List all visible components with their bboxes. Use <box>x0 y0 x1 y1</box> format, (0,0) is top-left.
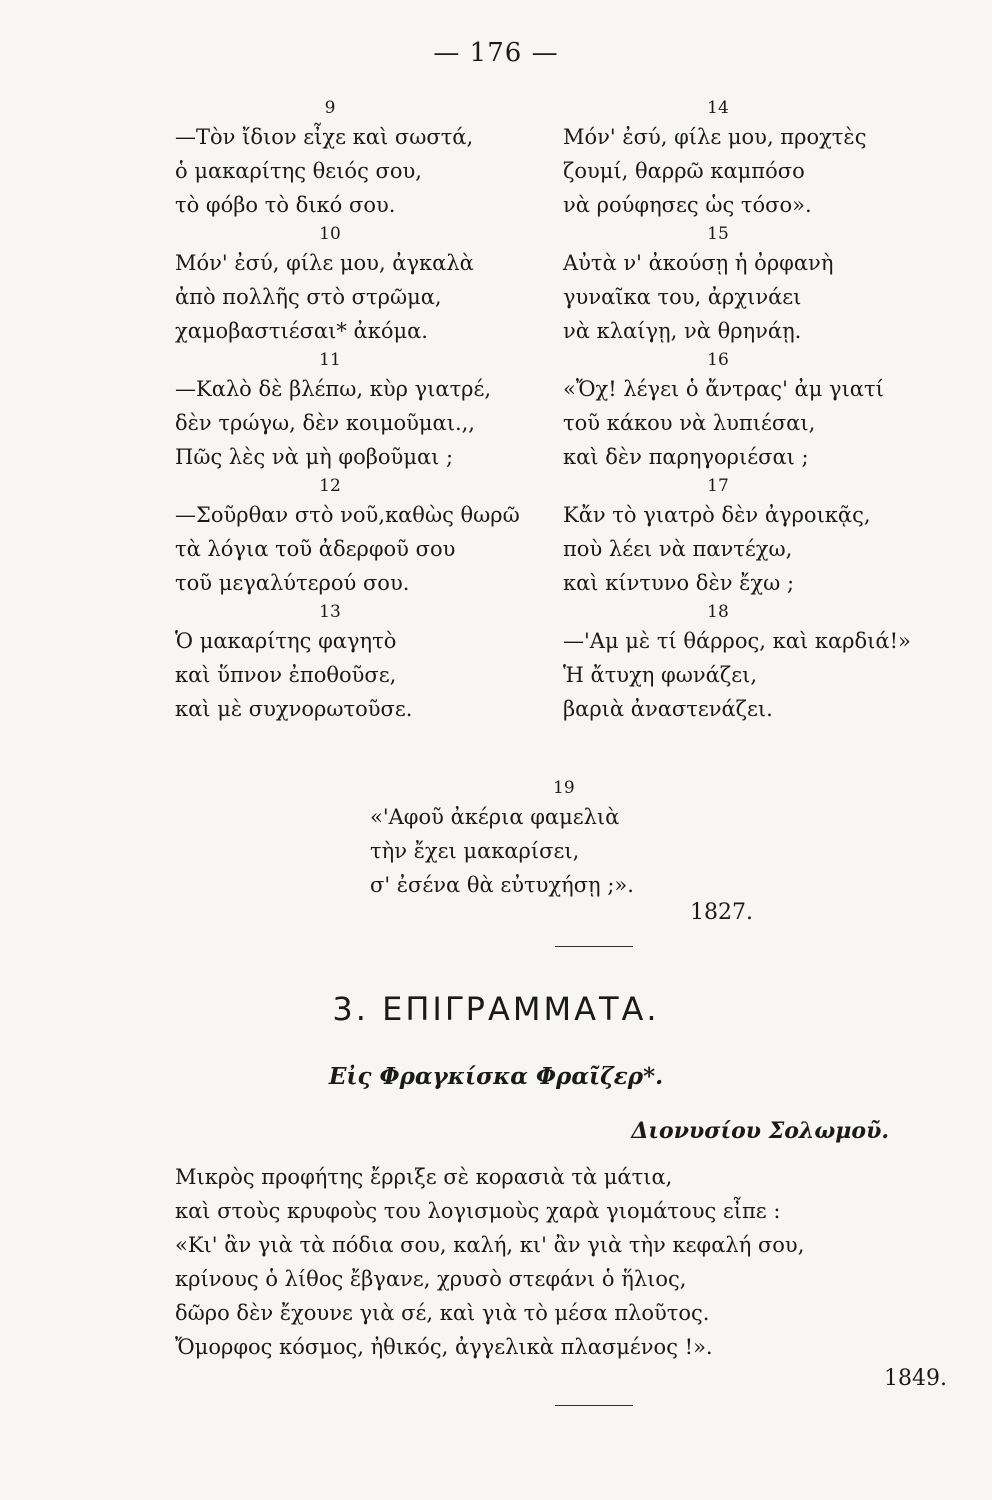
verse-line: βαριὰ ἀναστενάζει. <box>563 697 773 721</box>
verse-line: —Τὸν ἴδιον εἶχε καὶ σωστά, <box>175 125 474 149</box>
stanza <box>175 348 595 474</box>
stanza-number: 14 <box>707 98 729 118</box>
verse-line: Πῶς λὲς νὰ μὴ φοβοῦμαι ; <box>175 445 454 469</box>
verse-line: καὶ μὲ συχνορωτοῦσε. <box>175 697 413 721</box>
verse-line: —Καλὸ δὲ βλέπω, κὺρ γιατρέ, <box>175 377 492 401</box>
stanza <box>563 348 983 474</box>
epigram-line: Μικρὸς προφήτης ἔρριξε σὲ κορασιὰ τὰ μάτια, <box>175 1165 673 1189</box>
epigram-line: «Κι' ἂν γιὰ τὰ πόδια σου, καλή, κι' ἂν γιὰ τὴν κεφαλή σου, <box>175 1233 805 1257</box>
stanza-number: 17 <box>707 476 729 496</box>
stanza <box>563 600 983 726</box>
verse-line: τὸ φόβο τὸ δικό σου. <box>175 193 396 217</box>
stanza-number: 19 <box>553 778 575 798</box>
verse-line: «Ὄχ! λέγει ὁ ἄντρας' ἀμ γιατί <box>563 377 884 401</box>
epigram-line: καὶ στοὺς κρυφοὺς του λογισμοὺς χαρὰ γιομάτους εἶπε : <box>175 1199 781 1223</box>
verse-line: καὶ κίντυνο δὲν ἔχω ; <box>563 571 795 595</box>
epigram-text <box>175 1160 915 1364</box>
verse-line: τὴν ἔχει μακαρίσει, <box>370 839 580 863</box>
verse-line: σ' ἐσένα θὰ εὐτυχήσῃ ;». <box>370 873 634 897</box>
verse-line: —'Αμ μὲ τί θάρρος, καὶ καρδιά!» <box>563 629 911 653</box>
verse-line: νὰ κλαίγῃ, νὰ θρηνάῃ. <box>563 319 802 343</box>
verse-line: ποὺ λέει νὰ παντέχω, <box>563 537 793 561</box>
verse-line: ἀπὸ πολλῆς στὸ στρῶμα, <box>175 285 442 309</box>
verse-line: ζουμί, θαρρῶ καμπόσο <box>563 159 805 183</box>
section-heading: 3. ΕΠΙΓΡΑΜΜΑΤΑ. <box>332 990 660 1028</box>
verse-line: τὰ λόγια τοῦ ἀδερφοῦ σου <box>175 537 456 561</box>
stanza <box>563 222 983 348</box>
verse-line: Μόν' ἐσύ, φίλε μου, προχτὲς <box>563 125 867 149</box>
stanza-number: 13 <box>319 602 341 622</box>
verse-line: τοῦ κάκου νὰ λυπιέσαι, <box>563 411 816 435</box>
stanza-number: 18 <box>707 602 729 622</box>
poem-year: 1827. <box>690 900 753 925</box>
verse-line: καὶ δὲν παρηγοριέσαι ; <box>563 445 809 469</box>
divider <box>555 1405 633 1406</box>
stanza-number: 9 <box>324 98 336 118</box>
verse-line: Ἡ ἄτυχη φωνάζει, <box>563 663 758 687</box>
epigram-line: δῶρο δὲν ἔχουνε γιὰ σέ, καὶ γιὰ τὸ μέσα πλοῦτος. <box>175 1301 710 1325</box>
stanza <box>175 96 595 222</box>
page-number: — 176 — <box>433 38 559 68</box>
stanza <box>175 600 595 726</box>
stanza-number: 11 <box>319 350 341 370</box>
left-column <box>175 96 595 726</box>
stanza-number: 10 <box>319 224 341 244</box>
epigram-year: 1849. <box>884 1366 947 1391</box>
verse-line: νὰ ρούφησες ὡς τόσο». <box>563 193 812 217</box>
verse-line: Κἄν τὸ γιατρὸ δὲν ἀγροικᾷς, <box>563 503 871 527</box>
verse-line: —Σοῦρθαν στὸ νοῦ,καθὼς θωρῶ <box>175 503 520 527</box>
stanza-number: 15 <box>707 224 729 244</box>
epigram-line: Ὄμορφος κόσμος, ἠθικός, ἀγγελικὰ πλασμένος !». <box>175 1335 713 1359</box>
verse-line: «'Αφοῦ ἀκέρια φαμελιὰ <box>370 805 620 829</box>
right-column <box>563 96 983 726</box>
stanza-number: 16 <box>707 350 729 370</box>
verse-line: Ὁ μακαρίτης φαγητὸ <box>175 629 397 653</box>
final-stanza <box>370 776 790 902</box>
verse-line: χαμοβαστιέσαι* ἀκόμα. <box>175 319 428 343</box>
poem-title: Εἰς Φραγκίσκα Φραῖζερ*. <box>328 1063 664 1090</box>
verse-line: γυναῖκα του, ἀρχινάει <box>563 285 802 309</box>
verse-line: καὶ ὕπνον ἐποθοῦσε, <box>175 663 397 687</box>
stanza <box>175 222 595 348</box>
verse-line: Μόν' ἐσύ, φίλε μου, ἀγκαλὰ <box>175 251 474 275</box>
stanza <box>563 474 983 600</box>
verse-line: ὁ μακαρίτης θειός σου, <box>175 159 422 183</box>
divider <box>555 946 633 947</box>
stanza <box>175 474 595 600</box>
verse-line: Αὐτὰ ν' ἀκούσῃ ἡ ὀρφανὴ <box>563 251 834 275</box>
epigram-line: κρίνους ὁ λίθος ἔβγανε, χρυσὸ στεφάνι ὁ ἥλιος, <box>175 1267 687 1291</box>
author-name: Διονυσίου Σολωμοῦ. <box>631 1118 889 1144</box>
verse-line: δὲν τρώγω, δὲν κοιμοῦμαι.,, <box>175 411 475 435</box>
stanza-number: 12 <box>319 476 341 496</box>
stanza <box>563 96 983 222</box>
verse-line: τοῦ μεγαλύτερού σου. <box>175 571 410 595</box>
